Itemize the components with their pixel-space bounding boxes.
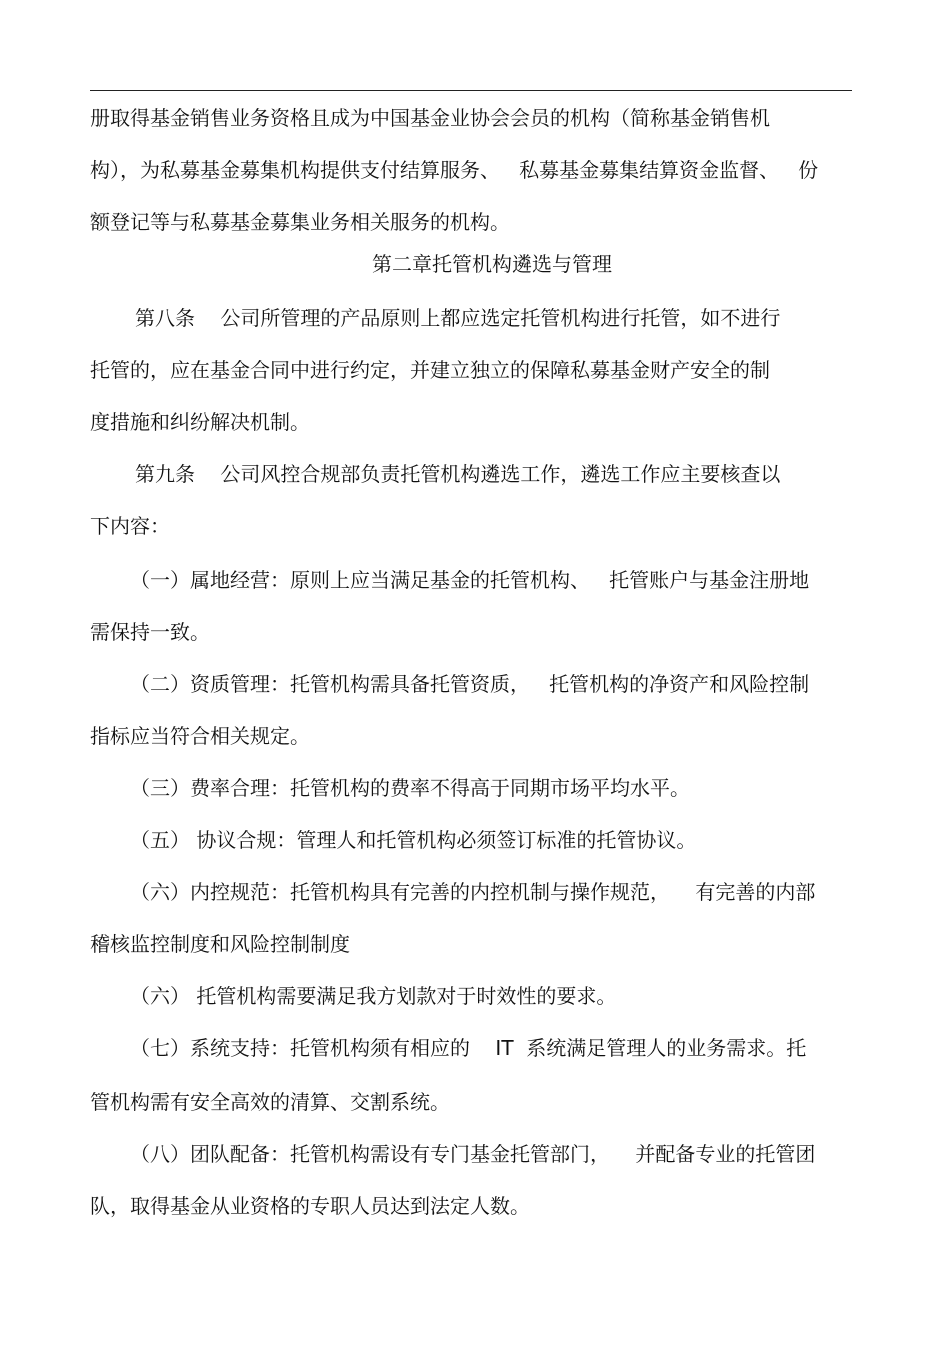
text-line: 需保持一致。: [90, 620, 210, 644]
text-line: 队，取得基金从业资格的专职人员达到法定人数。: [90, 1194, 530, 1218]
chapter-heading: 第二章托管机构遴选与管理: [372, 252, 612, 276]
header-rule: [90, 90, 852, 91]
text-line: 度措施和纠纷解决机制。: [90, 410, 310, 434]
text-line: 托管的，应在基金合同中进行约定，并建立独立的保障私募基金财产安全的制: [90, 358, 770, 382]
text-line: （七）系统支持：托管机构须有相应的 IT 系统满足管理人的业务需求。托: [130, 1036, 807, 1060]
text-line: （三）费率合理：托管机构的费率不得高于同期市场平均水平。: [130, 776, 690, 800]
text-line: 构），为私募基金募集机构提供支付结算服务、 私募基金募集结算资金监督、 份: [90, 158, 819, 182]
text-line: 第九条 公司风控合规部负责托管机构遴选工作，遴选工作应主要核查以: [135, 462, 781, 486]
text-line: 册取得基金销售业务资格且成为中国基金业协会会员的机构（简称基金销售机: [90, 106, 770, 130]
text-line: 下内容：: [90, 514, 170, 538]
text-line: （六） 托管机构需要满足我方划款对于时效性的要求。: [130, 984, 617, 1008]
text-line: （六）内控规范：托管机构具有完善的内控机制与操作规范， 有完善的内部: [130, 880, 816, 904]
text-line: 管机构需有安全高效的清算、交割系统。: [90, 1090, 450, 1114]
text-line: （二）资质管理：托管机构需具备托管资质， 托管机构的净资产和风险控制: [130, 672, 810, 696]
text-line: 稽核监控制度和风险控制制度: [90, 932, 350, 956]
text-line: 第八条 公司所管理的产品原则上都应选定托管机构进行托管，如不进行: [135, 306, 781, 330]
text-line: （五） 协议合规：管理人和托管机构必须签订标准的托管协议。: [130, 828, 697, 852]
text-line: 指标应当符合相关规定。: [90, 724, 310, 748]
text-line: （八）团队配备：托管机构需设有专门基金托管部门， 并配备专业的托管团: [130, 1142, 816, 1166]
text-line: （一）属地经营：原则上应当满足基金的托管机构、 托管账户与基金注册地: [130, 568, 810, 592]
text-line: 额登记等与私募基金募集业务相关服务的机构。: [90, 210, 510, 234]
